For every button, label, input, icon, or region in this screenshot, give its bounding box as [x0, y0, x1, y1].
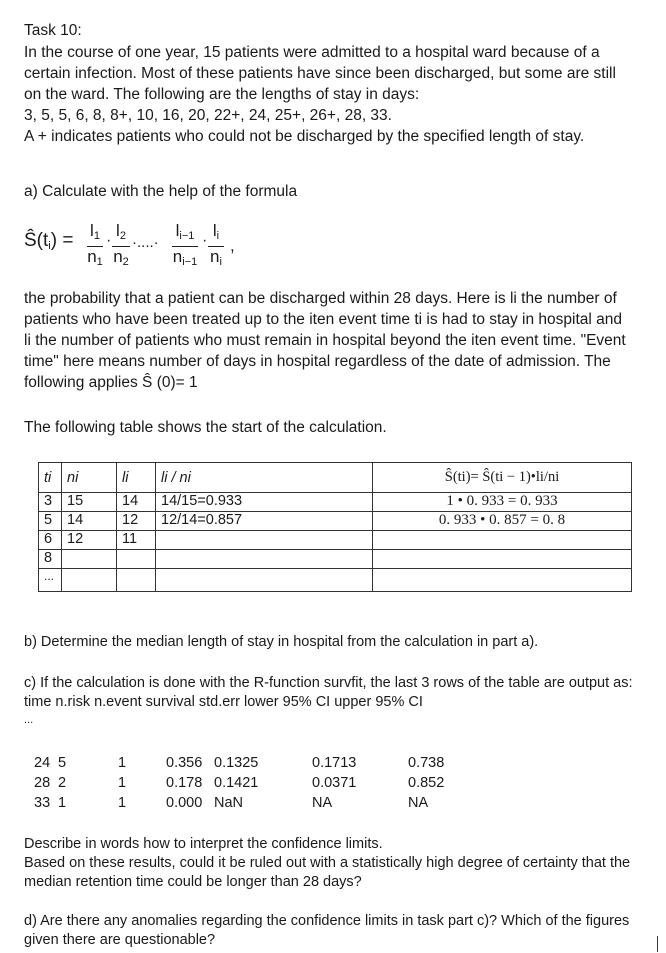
table-cell: 14: [62, 512, 117, 531]
table-cell: 5: [39, 512, 62, 531]
task-title: Task 10:: [24, 22, 82, 39]
table-cell: 12: [117, 512, 156, 531]
table-cell: [373, 550, 632, 569]
part-c-line1: c) If the calculation is done with the R-function survfit, the last 3 rows of the table are output as:: [24, 675, 633, 691]
table-cell: [117, 569, 156, 592]
header-ti: ti: [39, 463, 62, 493]
part-c-question1: Describe in words how to interpret the confidence limits.: [24, 836, 383, 852]
formula-dots: ·....·: [132, 234, 159, 251]
formula-comma: ,: [230, 236, 235, 255]
table-cell: [62, 569, 117, 592]
kaplan-meier-formula: $Ŝ(t_i)$ = $l_1$ $n_1$ · $l_2$ $n_2$ ·....· $l_{i-1}$ $n_{i-1}$ · $l_i$ $n_i$ ,: [24, 222, 284, 282]
part-c-line2: time n.risk n.event survival std.err lower 95% CI upper 95% CI: [24, 694, 423, 710]
part-c-question2a: Based on these results, could it be ruled out with a statistically high degree of certainty that the: [24, 855, 631, 871]
table-cell: 6: [39, 531, 62, 550]
task-intro: [24, 42, 654, 147]
part-d-line1: d) Are there any anomalies regarding the confidence limits in task part c)? Which of the figures: [24, 913, 630, 929]
table-cell: [62, 550, 117, 569]
intro-line: on the ward. The following are the lengths of stay in days:: [24, 86, 420, 103]
table-cell: 1 • 0. 933 = 0. 933: [373, 493, 632, 512]
table-cell: [156, 550, 373, 569]
output-row: 33 1 1 0.000 NaN NA NA: [34, 795, 429, 811]
header-survival: Ŝ(ti)= Ŝ(ti − 1)•li/ni: [373, 463, 632, 493]
intro-line: A + indicates patients who could not be discharged by the specified length of stay.: [24, 128, 585, 145]
header-li: li: [117, 463, 156, 493]
part-d-line2: given there are questionable?: [24, 932, 216, 948]
intro-line: certain infection. Most of these patients have since been discharged, but some are still: [24, 65, 616, 82]
table-cell: [156, 569, 373, 592]
fraction-4: $l_i$ $n_i$: [208, 222, 224, 271]
table-cell: 0. 933 • 0. 857 = 0. 8: [373, 512, 632, 531]
table-cell: 14: [117, 493, 156, 512]
table-cell: [373, 569, 632, 592]
part-a-prompt: a) Calculate with the help of the formula: [24, 183, 298, 200]
formula-lhs: $Ŝ(t_i)$ =: [24, 230, 74, 252]
intro-line: In the course of one year, 15 patients were admitted to a hospital ward because of a: [24, 44, 600, 61]
header-li-ni: li / ni: [156, 463, 373, 493]
intro-line: 3, 5, 5, 6, 8, 8+, 10, 16, 20, 22+, 24, 25+, 26+, 28, 33.: [24, 107, 392, 124]
table-cell: 3: [39, 493, 62, 512]
table-cell: 12/14=0.857: [156, 512, 373, 531]
table-cell: 11: [117, 531, 156, 550]
table-cell: 8: [39, 550, 62, 569]
table-cell: [373, 531, 632, 550]
fraction-2: $l_2$ $n_2$: [113, 221, 129, 268]
table-cell: 14/15=0.933: [156, 493, 373, 512]
table-cell: 12: [62, 531, 117, 550]
text-cursor: [657, 936, 658, 952]
part-c-question2b: median retention time could be longer than 28 days?: [24, 874, 362, 890]
fraction-3: $l_{i-1}$ $n_{i-1}$: [172, 221, 198, 268]
r-output: [34, 753, 474, 813]
part-a-explanation: the probability that a patient can be discharged within 28 days. Here is li the number of patients who have been treated up to the iten event time ti is had to stay in hospital and li the number of patients who must remain in hospital beyond the iten event time. "Event time" here means number of days in hospital regardless of the date of admission. The following applies Ŝ (0)= 1: [24, 290, 626, 391]
table-intro: The following table shows the start of the calculation.: [24, 419, 387, 436]
table-cell: ...: [39, 569, 62, 592]
output-row: 28 2 1 0.178 0.1421 0.0371 0.852: [34, 775, 445, 791]
table-cell: [117, 550, 156, 569]
output-row: 24 5 1 0.356 0.1325 0.1713 0.738: [34, 755, 445, 771]
fraction-1: $l_1$ $n_1$: [87, 221, 103, 268]
table-cell: 15: [62, 493, 117, 512]
part-b-text: b) Determine the median length of stay in hospital from the calculation in part a).: [24, 634, 539, 650]
header-ni: ni: [62, 463, 117, 493]
table-cell: [156, 531, 373, 550]
output-ellipsis: ...: [24, 714, 34, 726]
calculation-table: [38, 462, 632, 592]
